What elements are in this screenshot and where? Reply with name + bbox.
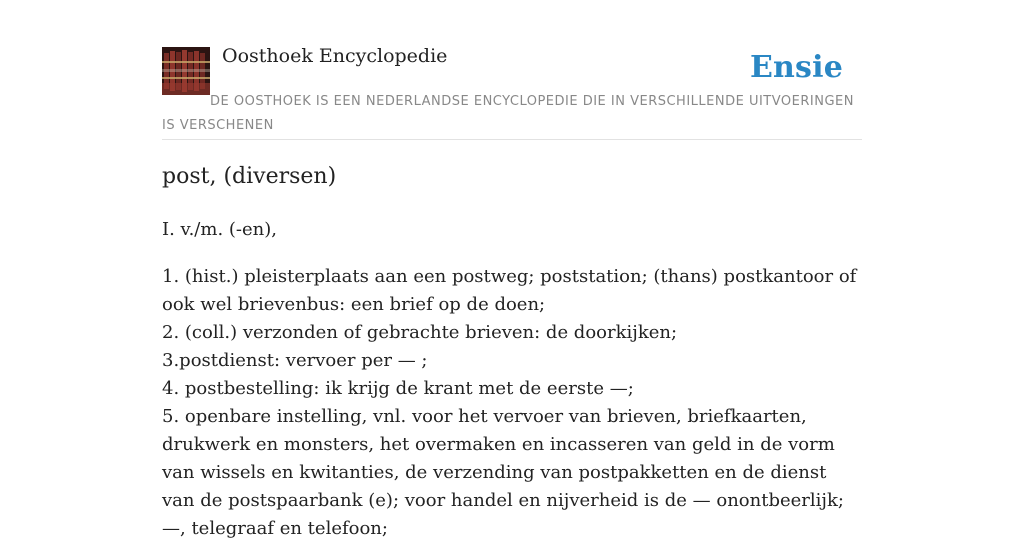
definition-item: 5. openbare instelling, vnl. voor het vervoer van brieven, briefkaarten, drukwerk en monsters, het overmaken en incasseren van geld in de vorm van wissels en kwitanties, de verzending van postpakketten en de dienst van de postspaarbank (e); voor handel en nijverheid is de — onontbeerlijk; —, telegraaf en telefoon;: [162, 406, 844, 539]
definition-list: [162, 263, 862, 543]
definition-item: 3.postdienst: vervoer per — ;: [162, 350, 428, 371]
content-column: [162, 0, 862, 539]
definition-item: 1. (hist.) pleisterplaats aan een postweg; poststation; (thans) postkantoor of ook wel brievenbus: een brief op de doen;: [162, 266, 857, 315]
source-title[interactable]: Oosthoek Encyclopedie: [222, 45, 448, 67]
encyclopedia-books-icon: [162, 47, 210, 95]
source-header: [162, 0, 862, 140]
definition-item: 2. (coll.) verzonden of gebrachte brieven: de doorkijken;: [162, 322, 678, 343]
source-avatar[interactable]: [162, 47, 210, 95]
source-description: DE OOSTHOEK IS EEN NEDERLANDSE ENCYCLOPEDIE DIE IN VERSCHILLENDE UITVOERINGEN IS VERSCHENEN: [162, 94, 854, 133]
brand-logo[interactable]: Ensie: [749, 50, 843, 85]
entry-title: post, (diversen): [162, 164, 337, 189]
definition-item: 4. postbestelling: ik krijg de krant met de eerste —;: [162, 378, 634, 399]
entry-grammar: I. v./m. (-en),: [162, 219, 277, 240]
